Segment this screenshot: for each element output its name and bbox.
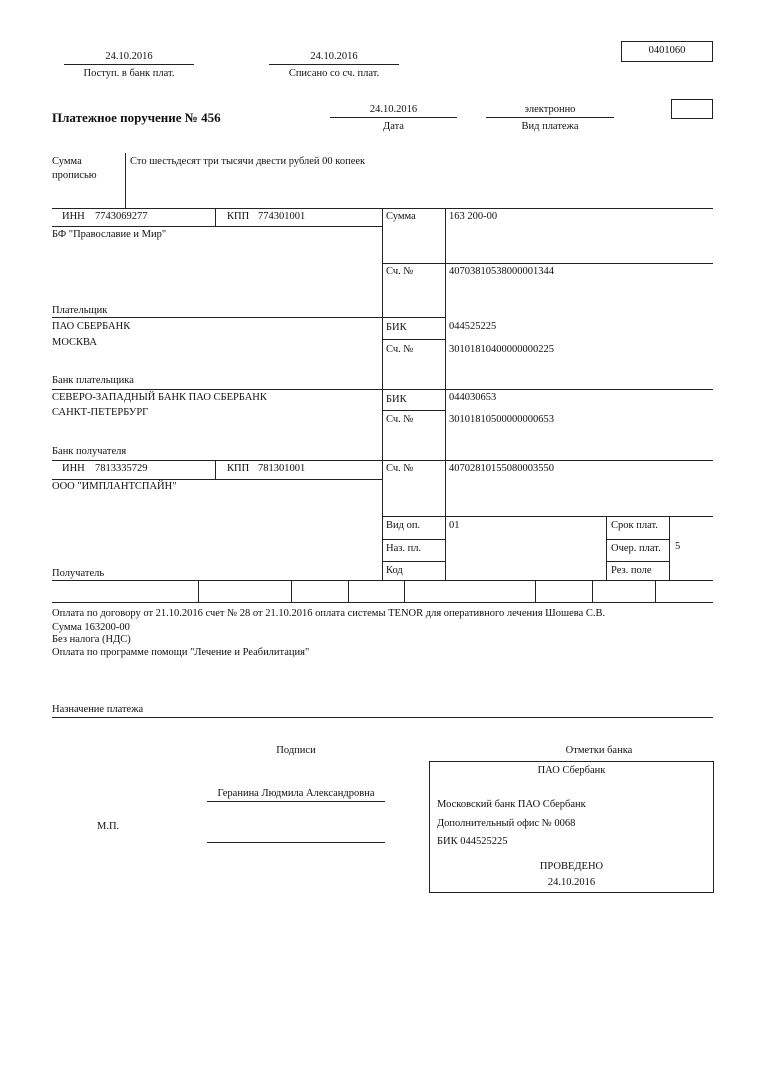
recipient-bik-label: БИК [386,394,407,405]
amount-value: 163 200-00 [449,211,498,222]
payer-label: Плательщик [52,305,108,316]
grid-line [655,580,656,602]
grid-line [215,208,216,226]
payer-bank-label: Банк плательщика [52,375,134,386]
payer-bik: 044525225 [449,321,497,332]
grid-line [52,479,382,480]
amount-label: Сумма [386,211,416,222]
bank-marks-date: 24.10.2016 [547,877,596,888]
grid-line [52,602,713,603]
recipient-kpp-label: КПП [227,463,250,474]
recipient-bank-name: СЕВЕРО-ЗАПАДНЫЙ БАНК ПАО СБЕРБАНК [52,392,267,403]
purpose-line-4: Оплата по программе помощи "Лечение и Реабилитация" [52,647,310,658]
signature-line-1 [207,801,385,802]
received-line [64,64,194,65]
reserve-label: Рез. поле [611,565,652,576]
recipient-bik: 044030653 [449,392,497,403]
payer-bank-name: ПАО СБЕРБАНК [52,321,131,332]
recipient-inn-label: ИНН [62,463,85,474]
priority-value: 5 [675,541,681,552]
payer-bank-city: МОСКВА [52,337,97,348]
recipient-account: 40702810155080003550 [449,463,554,474]
recipient-bank-label: Банк получателя [52,446,127,457]
grid-line [669,516,670,580]
recipient-name: ООО "ИМПЛАНТСПАЙН" [52,481,177,492]
purpose-code-label: Наз. пл. [386,543,422,554]
grid-line [535,580,536,602]
payment-type-line [486,117,614,118]
op-type: 01 [449,520,460,531]
grid-line [606,561,669,562]
empty-code-box [671,99,713,119]
recipient-bank-account-label: Сч. № [386,414,414,425]
bank-marks-label: Отметки банка [565,745,633,756]
recipient-bank-account: 30101810500000000653 [449,414,554,425]
grid-line [52,317,382,318]
op-type-label: Вид оп. [386,520,421,531]
purpose-label: Назначение платежа [52,704,144,715]
grid-line [382,317,445,318]
grid-line [382,561,445,562]
form-code: 0401060 [648,45,686,56]
recipient-inn: 7813335729 [95,463,148,474]
amount-words-label-2: прописью [52,170,97,181]
purpose-line-2: Сумма 163200-00 [52,622,130,633]
grid-line [52,580,713,581]
received-date: 24.10.2016 [105,51,153,62]
grid-line [606,539,669,540]
payer-kpp: 774301001 [258,211,306,222]
stamp-label: М.П. [97,821,120,832]
grid-line [382,263,713,264]
debited-date: 24.10.2016 [310,51,358,62]
signer-name: Геранина Людмила Александровна [217,788,375,799]
payer-account-label: Сч. № [386,266,414,277]
term-label: Срок плат. [611,520,658,531]
debited-line [269,64,399,65]
recipient-kpp: 781301001 [258,463,306,474]
grid-line [592,580,593,602]
amount-words-label-1: Сумма [52,156,82,167]
signatures-label: Подписи [276,745,316,756]
page-title: Платежное поручение № 456 [52,110,221,125]
debited-label: Списано со сч. плат. [288,68,380,79]
amount-words-divider [125,153,126,208]
grid-line [382,410,445,411]
grid-line [382,339,445,340]
payer-bank-account-label: Сч. № [386,344,414,355]
payer-bank-account: 30101810400000000225 [449,344,554,355]
grid-line [348,580,349,602]
grid-line [382,516,713,517]
recipient-label: Получатель [52,568,105,579]
bank-marks-bank: ПАО Сбербанк [537,765,606,776]
payer-kpp-label: КПП [227,211,250,222]
bank-marks-office: Дополнительный офис № 0068 [437,818,576,829]
grid-line [198,580,199,602]
recipient-bank-city: САНКТ-ПЕТЕРБУРГ [52,407,149,418]
recipient-account-label: Сч. № [386,463,414,474]
purpose-line-1: Оплата по договору от 21.10.2016 счет № 28 от 21.10.2016 оплата системы TENOR для оперативного лечения Шошева С.В. [52,608,606,619]
grid-line [52,226,382,227]
signature-line-2 [207,842,385,843]
order-date-line [330,117,457,118]
code-label: Код [386,565,403,576]
grid-line [52,460,713,461]
payer-inn: 7743069277 [95,211,148,222]
bank-marks-bik: БИК 044525225 [437,836,508,847]
bank-marks-status: ПРОВЕДЕНО [539,861,604,872]
received-label: Поступ. в банк плат. [83,68,175,79]
grid-line [606,516,607,580]
order-date-label: Дата [383,121,404,132]
payment-type: электронно [524,104,576,115]
payment-type-label: Вид платежа [521,121,579,132]
purpose-line [52,717,713,718]
order-date: 24.10.2016 [369,104,418,115]
priority-label: Очер. плат. [611,543,661,554]
bank-marks-branch: Московский банк ПАО Сбербанк [437,799,586,810]
grid-line [291,580,292,602]
payer-name: БФ "Православие и Мир" [52,229,167,240]
payer-bik-label: БИК [386,322,407,333]
payer-account: 40703810538000001344 [449,266,554,277]
grid-line [404,580,405,602]
payer-inn-label: ИНН [62,211,85,222]
amount-words-value: Сто шестьдесят три тысячи двести рублей 00 копеек [130,156,366,167]
purpose-line-3: Без налога (НДС) [52,634,131,645]
grid-line [382,539,445,540]
grid-line [215,460,216,479]
grid-line [52,389,713,390]
